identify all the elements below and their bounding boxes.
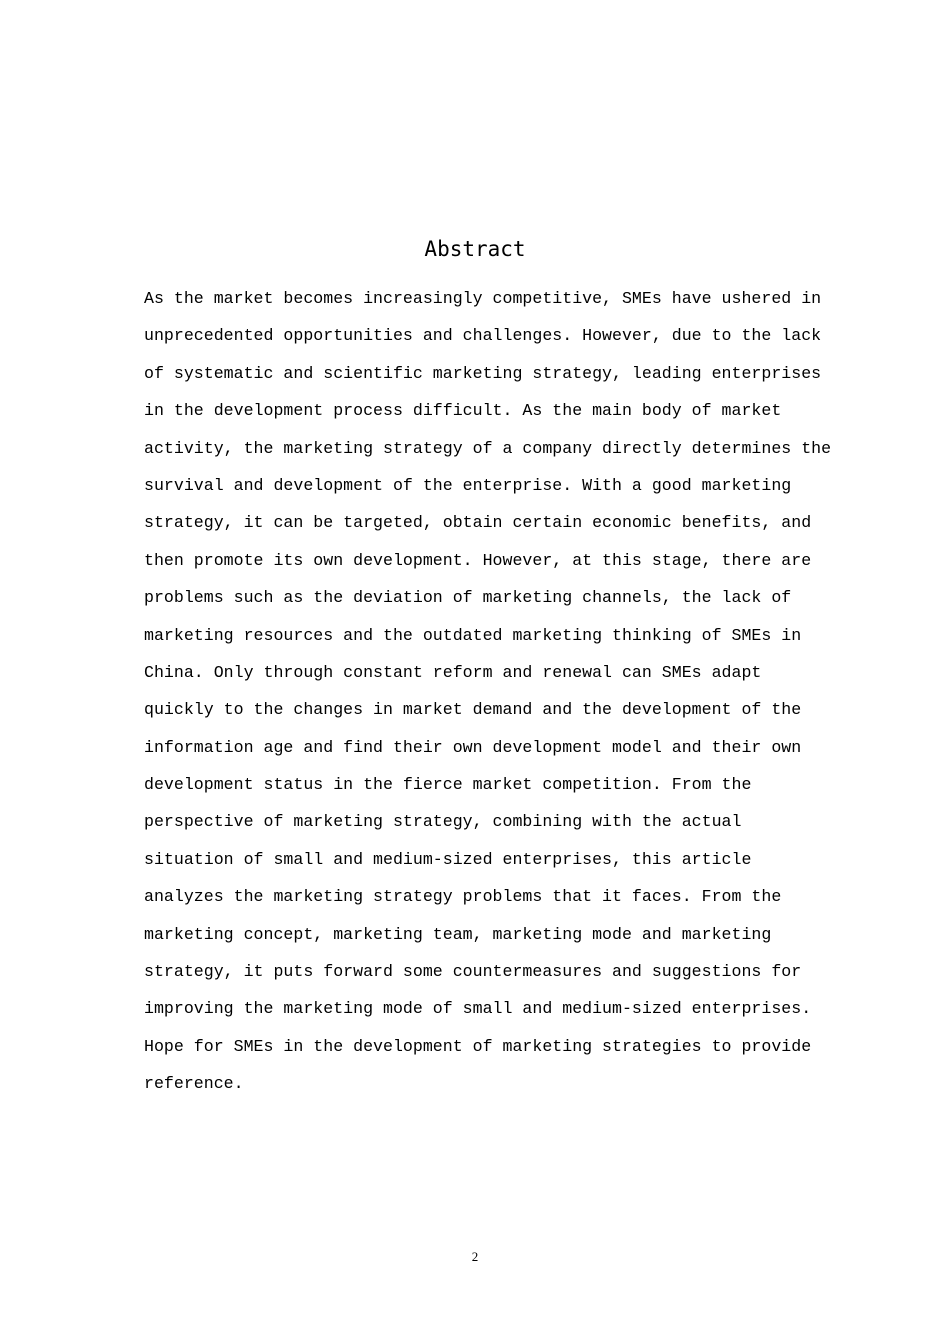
- page-number: 2: [471, 1249, 479, 1264]
- abstract-line: As the market becomes increasingly competitive, SMEs have ushered in: [144, 289, 822, 308]
- abstract-line: China. Only through constant reform and renewal can SMEs adapt: [144, 662, 762, 682]
- abstract-line: perspective of marketing strategy, combining with the actual: [144, 812, 742, 832]
- abstract-line: marketing resources and the outdated marketing thinking of SMEs in: [144, 625, 802, 645]
- abstract-line: information age and find their own development model and their own: [144, 737, 802, 757]
- abstract-line: survival and development of the enterprise. With a good marketing: [144, 475, 792, 495]
- abstract-line: analyzes the marketing strategy problems that it faces. From the: [144, 887, 782, 907]
- abstract-line: activity, the marketing strategy of a company directly determines the: [144, 438, 832, 458]
- abstract-line: in the development process difficult. As the main body of market: [144, 401, 782, 421]
- abstract-line: strategy, it can be targeted, obtain certain economic benefits, and: [144, 513, 812, 533]
- abstract-line: problems such as the deviation of marketing channels, the lack of: [144, 588, 792, 608]
- abstract-line: then promote its own development. However, at this stage, there are: [144, 550, 812, 570]
- abstract-line: Hope for SMEs in the development of marketing strategies to provide: [144, 1036, 812, 1056]
- abstract-line: quickly to the changes in market demand and the development of the: [144, 700, 802, 720]
- abstract-line: development status in the fierce market competition. From the: [144, 775, 752, 795]
- abstract-line: strategy, it puts forward some countermeasures and suggestions for: [144, 962, 802, 982]
- abstract-line: situation of small and medium-sized enterprises, this article: [144, 849, 752, 869]
- abstract-line: improving the marketing mode of small and medium-sized enterprises.: [144, 999, 812, 1019]
- abstract-line: of systematic and scientific marketing strategy, leading enterprises: [144, 363, 822, 383]
- abstract-body: [144, 285, 832, 1108]
- abstract-line: unprecedented opportunities and challenges. However, due to the lack: [144, 326, 822, 346]
- abstract-line: reference.: [144, 1074, 244, 1094]
- abstract-title: Abstract: [424, 237, 526, 261]
- abstract-line: marketing concept, marketing team, marketing mode and marketing: [144, 924, 772, 944]
